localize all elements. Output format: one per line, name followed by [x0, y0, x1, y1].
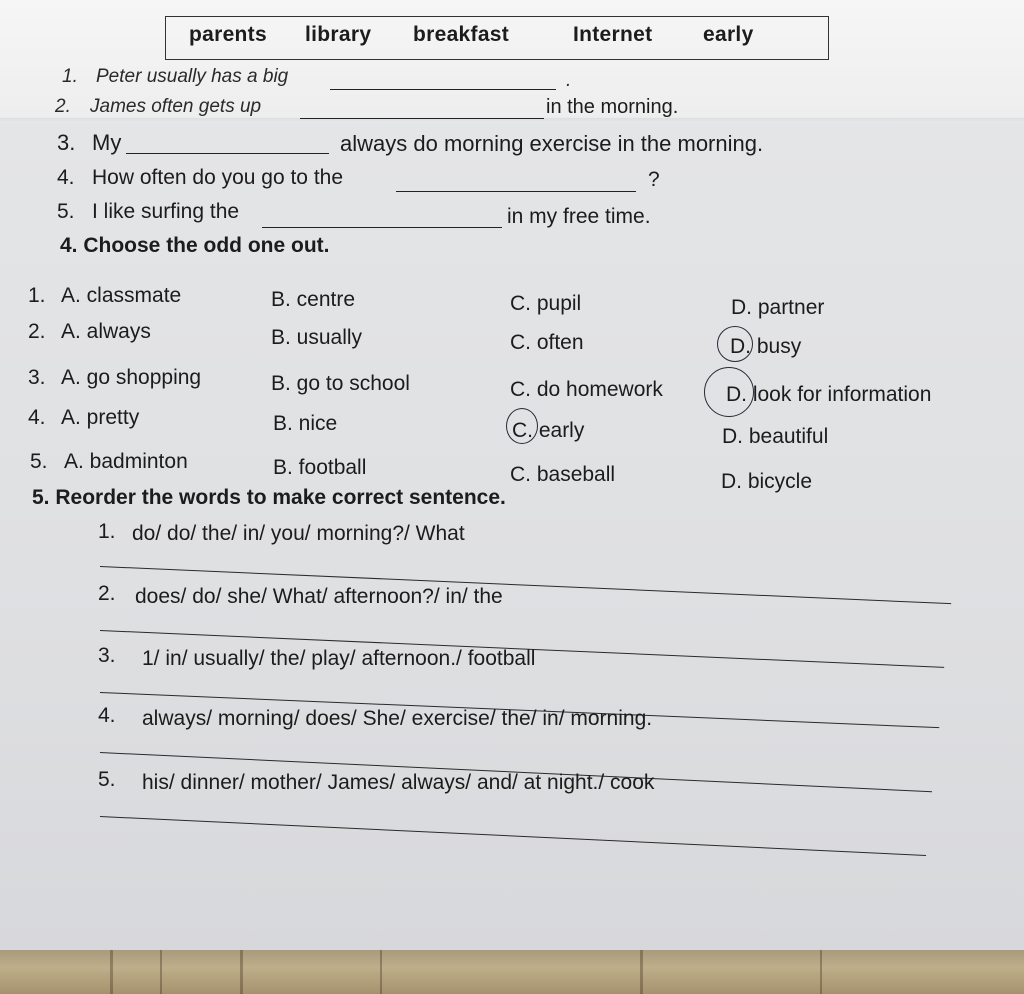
- fill-text-after: in my free time.: [507, 205, 651, 228]
- fill-text-before: How often do you go to the: [92, 166, 344, 189]
- reorder-number: 2.: [98, 582, 116, 605]
- reorder-words: does/ do/ she/ What/ afternoon?/ in/ the: [135, 585, 503, 608]
- option-b[interactable]: B. nice: [273, 412, 338, 435]
- reorder-number: 1.: [98, 520, 116, 543]
- question-number: 4.: [28, 406, 46, 429]
- fill-number: 1.: [62, 66, 78, 87]
- word-bank-item: early: [703, 23, 754, 46]
- fill-number: 4.: [57, 166, 75, 189]
- option-d[interactable]: D. look for information: [726, 383, 932, 406]
- answer-blank[interactable]: [396, 191, 636, 192]
- option-b[interactable]: B. go to school: [271, 372, 410, 395]
- fill-text-after: always do morning exercise in the morning.: [340, 131, 764, 156]
- fill-number: 2.: [55, 96, 71, 117]
- word-bank-item: breakfast: [413, 23, 510, 46]
- option-c[interactable]: C. pupil: [510, 292, 582, 315]
- reorder-number: 3.: [98, 644, 116, 667]
- option-d[interactable]: D. busy: [730, 335, 802, 358]
- section-4-title: 4. Choose the odd one out.: [60, 234, 330, 257]
- option-c[interactable]: C. early: [512, 419, 585, 442]
- word-bank-item: parents: [189, 23, 267, 46]
- option-c[interactable]: C. do homework: [510, 378, 663, 401]
- option-c[interactable]: C. often: [510, 331, 584, 354]
- reorder-words: do/ do/ the/ in/ you/ morning?/ What: [132, 522, 465, 545]
- option-b[interactable]: B. usually: [271, 326, 363, 349]
- reorder-words: his/ dinner/ mother/ James/ always/ and/ at night./ cook: [142, 771, 655, 794]
- fill-text-before: Peter usually has a big: [96, 66, 289, 87]
- answer-blank[interactable]: [300, 118, 544, 119]
- option-a[interactable]: A. always: [61, 320, 151, 343]
- answer-blank[interactable]: [262, 227, 502, 228]
- word-bank-item: library: [305, 23, 372, 46]
- option-b[interactable]: B. football: [273, 456, 367, 479]
- option-d[interactable]: D. partner: [731, 296, 825, 319]
- option-c[interactable]: C. baseball: [510, 463, 616, 486]
- option-b[interactable]: B. centre: [271, 288, 356, 311]
- option-a[interactable]: A. go shopping: [61, 366, 202, 389]
- reorder-words: 1/ in/ usually/ the/ play/ afternoon./ football: [142, 647, 536, 670]
- question-number: 3.: [28, 366, 46, 389]
- reorder-words: always/ morning/ does/ She/ exercise/ the/ in/ morning.: [142, 707, 653, 730]
- question-number: 1.: [28, 284, 46, 307]
- word-bank-item: Internet: [573, 23, 653, 46]
- answer-circle-mark: [506, 408, 538, 444]
- word-bank-box: [165, 16, 829, 60]
- reorder-number: 5.: [98, 768, 116, 791]
- fill-number: 3.: [57, 130, 76, 155]
- option-a[interactable]: A. classmate: [61, 284, 182, 307]
- answer-blank[interactable]: [330, 89, 556, 90]
- reorder-number: 4.: [98, 704, 116, 727]
- answer-circle-mark: [717, 326, 753, 362]
- option-d[interactable]: D. bicycle: [721, 470, 813, 493]
- question-number: 5.: [30, 450, 48, 473]
- section-5-title: 5. Reorder the words to make correct sentence.: [32, 486, 506, 509]
- fill-text-after: ?: [648, 168, 660, 191]
- option-a[interactable]: A. pretty: [61, 406, 140, 429]
- fill-text-after: .: [566, 70, 572, 91]
- question-number: 2.: [28, 320, 46, 343]
- wooden-table-edge: [0, 950, 1024, 994]
- fill-number: 5.: [57, 200, 75, 223]
- option-a[interactable]: A. badminton: [64, 450, 188, 473]
- fill-text-before: I like surfing the: [92, 200, 240, 223]
- fill-text-before: My: [92, 130, 122, 155]
- answer-blank[interactable]: [126, 153, 329, 154]
- fill-text-after: in the morning.: [546, 96, 679, 118]
- fill-text-before: James often gets up: [90, 96, 262, 117]
- option-d[interactable]: D. beautiful: [722, 425, 829, 448]
- answer-circle-mark: [704, 367, 754, 417]
